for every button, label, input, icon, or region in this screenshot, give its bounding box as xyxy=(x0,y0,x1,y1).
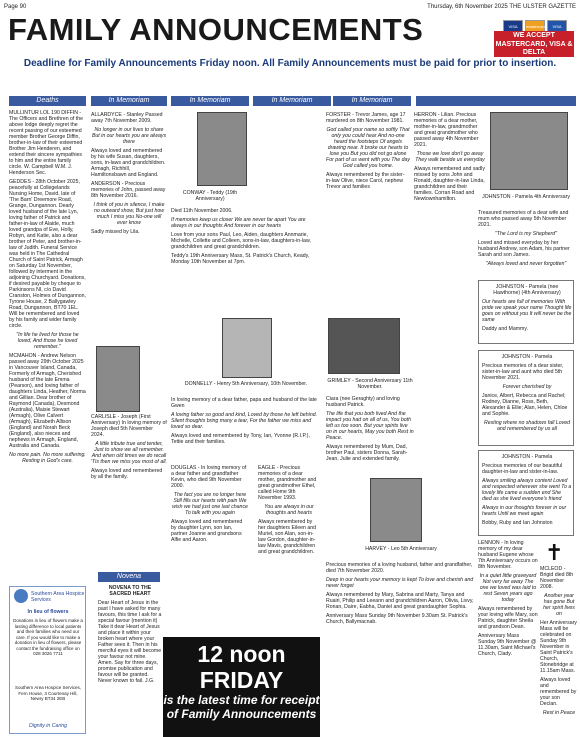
herron-verse: Those we love don't go away They walk beside us everyday xyxy=(415,151,485,163)
header-in-memoriam-1: In Memoriam xyxy=(91,96,167,106)
notice-geddes: GEDDES - 28th October 2025, peacefully at Collegelands Nursing Home, David, late of 'The Barn' Dreemore Road, Grange, Dungannon. Dearly loved husband of the late Lyn, loving father of Patrick and father-in-law of Alaide, much loved grandpa of Eve, Holly, Robyn, and Katie, also a dear brother of Peter, and brother-in-law of Judith. Funeral Service was held in The Cathedral Church of Saint Patrick, Armagh on Saturday 1st November, followed by interment in the adjoining Churchyard. Donations, if desired payable by cheque to Parkinsons NI, c/o David Cranston, Holmes of Dungannon, Tyrone House, 2 Ballygawley Road, Dungannon, BT70 1EL. Will be remembered and loved by his family and wider family circle. xyxy=(9,179,86,329)
notice-mcmahon: MCMAHON - Andrew Nelson passed away 29th October 2025 in Vancouver Island, Canada, Formerly of Armagh, Cherished husband of the late Emma (Pearson), and loving father of daughters Linda, Heather, Norma and Gillian. Dear brother of Raymond (Canada), Desmond (Australia), Maisie Stewart (Armagh), Olive Calvert (Armagh), Elizabeth Allison (England) and Norah Beck (England), also nieces and nephews in Armagh, England, Australia and Canada. xyxy=(9,353,86,449)
johnston3-verse2: Resting where no shadows fall Loved and remembered by us all xyxy=(484,420,570,432)
header-deaths: Deaths xyxy=(9,96,86,106)
johnston1-body: Treasured memories of a dear wife and mum who passed away 5th November 2021. xyxy=(478,210,569,228)
carlisle-verse: A little tribute true and tender, Just to show we all remember. And when old times we do recall 'Tis then we miss you most of all. xyxy=(91,441,167,465)
visa-card-icon: VISA xyxy=(503,20,523,33)
accept-cards-badge: WE ACCEPT MASTERCARD, VISA & DELTA xyxy=(495,32,573,56)
notice-carlisle: CARLISLE - Joseph (First Anniversary) In loving memory of Joseph died 5th November 2024. xyxy=(91,414,167,438)
allardyce-verse: No longer in our lives to share But in our hearts you are always there xyxy=(91,127,167,145)
hospice-title: In lieu of flowers xyxy=(27,609,69,615)
page-number: Page 90 xyxy=(4,3,27,10)
mastercard-icon: mastercard xyxy=(525,20,545,33)
notice-douglas: DOUGLAS - In loving memory of a dear father and grandfather Kevin, who died 9th November 2000. xyxy=(171,465,247,489)
cross-icon: ✝ xyxy=(545,540,564,565)
grimley-photo xyxy=(328,318,400,374)
mcleod-end: Rest in Peace xyxy=(542,710,576,716)
harvey-sign: Always remembered by Mary, Sabrina and Marty, Tanya and Ruairi, Philip and Leeann and grandchildren Aaron, Olivia, Livvy, Ronan, Daire, Eabha, Daniel and great grandaughter Sophia. xyxy=(326,592,474,610)
johnston2-verse: Our hearts are full of memories With pride we speak your name Thought life goes on without you It will never be the same xyxy=(482,299,572,323)
hospice-tagline: Dignity in Caring xyxy=(28,723,68,729)
header-in-memoriam-3: In Memoriam xyxy=(253,96,331,106)
donnelly-sign: Always loved and remembered by Tony, Ian, Yvonne (R.I.P.), Tettie and their families. xyxy=(171,433,310,445)
mcmahon-verse: No more pain. No more suffering. Resting in God's care. xyxy=(9,452,86,464)
mcleod-notice xyxy=(540,566,578,734)
johnston3-caption: JOHNSTON - Pamela xyxy=(501,354,553,360)
conway-verse: If memories keep us closer We are never far apart You are always in our thoughts And forever in our hearts xyxy=(171,217,306,229)
mcleod-sign: Always loved and remembered by your son Declan. xyxy=(540,677,577,707)
hospice-body: Donations in lieu of flowers make a lasting difference to local patients and their families who need our care. If you would like to make a donation in lieu of flowers, please contact the fundraising office on 028 3026 7711 xyxy=(13,618,83,656)
grimley-sign: Always remembered by Mum, Dad, brother Paul, sisters Donna, Sarah-Jean, Julie and extended family. xyxy=(326,444,408,462)
noon-subline: is the latest time for receipt of Family Announcements xyxy=(163,693,320,721)
anderson-verse: I think of you in silence, I make no outward show, But just how much I miss you No-one will ever know xyxy=(93,202,165,226)
deadline-banner: Deadline for Family Announcements Friday noon. All Family Announcements must be paid for prior to insertion. xyxy=(0,58,580,70)
issue-date: Thursday, 6th November 2025 THE ULSTER GAZETTE xyxy=(427,3,576,10)
notice-eagle: EAGLE - Precious memories of a dear mother, grandmother and great grandmother Ethel, called Home 9th November 1993. xyxy=(258,465,317,501)
donnelly-intro: In loving memory of a dear father, papa and husband of the late Gwen xyxy=(171,397,317,409)
allardyce-sign: Always loved and remembered by his wife Susan, daughters, sons, in-laws and grandchildren. Armagh, Richhill, Hamiltonsbawn and England. xyxy=(91,148,166,178)
anderson-sign: Sadly missed by Lila. xyxy=(91,229,140,235)
grimley-verse: The life that you both lived And the impact you had on all of us, You both left us too soon. But your spirits live on in our hearts, May you both Rest in Peace. xyxy=(326,411,414,441)
conway-caption: CONWAY - Teddy (19th Anniversary) xyxy=(182,190,238,202)
douglas-verse: The fact you are no longer here Still fills our hearts with pain We wish we had just one last chance To talk with you again xyxy=(172,492,248,516)
conway-body: Love from your sons Paul, Leo, Aiden, daughters Annmarie, Michelle, Collette and Colleen, sons-in-law, daughters-in-law, grandchildren and great grandchildren. xyxy=(171,232,311,250)
lennon-sign: Always remembered by your loving wife Mary, son Patrick, daughter Sheila and grandson Dean. xyxy=(478,606,538,630)
hospice-address: Southern Area Hospice Services, Fern House, 3 Courtenay Hill, Newry BT34 2EB xyxy=(14,685,82,701)
visa-debit-icon: VISA xyxy=(547,20,567,33)
lennon-notice xyxy=(478,540,538,734)
notice-anderson: ANDERSON - Precious memories of John, passed away 8th November 2016. xyxy=(91,181,166,199)
johnston4-notice xyxy=(482,454,572,534)
grimley-caption: GRIMLEY - Second Anniversary 11th November. xyxy=(327,378,413,390)
header-novena: Novena xyxy=(98,572,160,582)
header-bar-right xyxy=(416,96,576,106)
eagle-sign: Always remembered by her daughters Eileen and Muriel, son Alan, son-in-law Gordon, daughter-in-law Mavis, grandchildren and great grandchildren. xyxy=(258,519,316,555)
geddes-verse: "In life he lived for those he loved, And those he loved remember." xyxy=(16,332,79,350)
johnston2-caption: JOHNSTON - Pamela (nee Hawthorne) (4th Anniversary) xyxy=(493,284,561,296)
header-in-memoriam-2: In Memoriam xyxy=(171,96,249,106)
johnston1-sign: Loved and missed everyday by her husband Andrew, son Adam, his partner Sarah and son James. xyxy=(478,240,570,258)
mcleod-verse: Another year has gone But her spirit lives on xyxy=(543,593,575,617)
notice-diffin: MULLINTUR LOL 190 DIFFIN - The Officers and Brethren of the above lodge deeply regret the recent passing of our esteemed member Brother George Diffin, brother-in-law of their esteemed Brother Jim Henderen, and extend their sincere sympathies to him and the entire family circle. W. Campbell W.M. J. Henderson Sec. xyxy=(9,110,84,176)
forster-notice xyxy=(326,112,410,302)
carlisle-photo xyxy=(96,346,140,412)
douglas-sign: Always loved and remembered by daughter Lynn, son Ian, partner Joanne and grandsons Alfie and Aaron. xyxy=(171,519,243,543)
harvey-intro: Precious memories of a loving husband, father and grandfather, died 7th November 2020. xyxy=(326,562,473,574)
lennon-mass: Anniversary Mass Sunday 9th November @ 11.30am, Saint Michael's Church, Clady. xyxy=(478,633,537,657)
novena-title: NOVENA TO THE SACRED HEART xyxy=(108,585,152,597)
johnston2-notice xyxy=(482,284,572,342)
johnston3-verse1: Forever cherished by xyxy=(502,384,552,390)
johnston4-body: Precious memories of our beautiful daughter-in-law and sister-in-law. xyxy=(482,463,563,475)
noon-deadline-advert xyxy=(163,637,320,737)
notice-mcleod: MCLEOD - Brigid died 8th November 2008. xyxy=(540,566,574,590)
notice-herron: HERRON - Lilian. Precious memories of a dear mother, mother-in-law, grandmother and great grandmother who passed away 4th November 2021. xyxy=(414,112,479,148)
johnston4-sign: Bobby, Ruby and Ian Johnston xyxy=(482,520,553,526)
conway-died: Died 11th November 2006. xyxy=(171,208,233,214)
hospice-advert xyxy=(9,586,86,734)
header-in-memoriam-4: In Memoriam xyxy=(333,96,411,106)
herron-notice xyxy=(414,112,486,322)
johnston3-names: Janice, Albert, Rebecca and Rachel; Rodney, Dianne, Ross, Beth, Alexander & Ellie; Alan, Helen, Chloe and Sophie. xyxy=(482,393,568,417)
donnelly-caption: DONNELLY - Henry 5th Anniversary, 10th November. xyxy=(184,381,308,387)
eagle-verse: You are always in our thoughts and hearts xyxy=(264,504,314,516)
johnston1-caption: JOHNSTON - Pamela 4th Anniversary xyxy=(482,194,570,200)
johnston4-caption: JOHNSTON - Pamela xyxy=(501,454,553,460)
grimley-intro: Ciara (nee Geraghty) and loving husband Patrick. xyxy=(326,396,400,408)
conway-notice xyxy=(171,208,321,332)
eagle-notice xyxy=(258,465,320,635)
harvey-caption: HARVEY - Leo 5th Anniversary xyxy=(365,546,437,552)
conway-mass: Teddy's 19th Anniversary Mass, St. Patrick's Church, Keady, Monday 10th November at 7pm. xyxy=(171,253,310,265)
page-title: FAMILY ANNOUNCEMENTS xyxy=(8,12,424,47)
masthead xyxy=(0,12,580,54)
johnston4-verse2: Always in our thoughts forever in our hearts Until we meet again xyxy=(482,505,567,517)
johnston2-sign: Daddy and Mammy. xyxy=(482,326,529,332)
harvey-verse: Deep in our hearts your memory is kept To love and cherish and never forget xyxy=(326,577,474,589)
johnston3-notice xyxy=(482,354,572,444)
johnston1-end: "Always loved and never forgotten" xyxy=(485,261,567,267)
donnelly-photo xyxy=(222,318,272,378)
herron-sign: Always remembered and sadly missed by sons John and Ronald, daughter-in-law Linda, grandchildren and their families. Corran Road and Newtownhamilton. xyxy=(414,166,485,202)
conway-photo xyxy=(197,112,247,186)
lennon-verse: In a quiet little graveyard Not very far away The one we loved was laid to rest Seven years ago today xyxy=(479,573,537,603)
hospice-org: Southern Area Hospice Services xyxy=(31,591,85,603)
forster-verse: God called your name so softly That only you could hear And no-one heard the footsteps Of angels drawing near. It broke our hearts to lose you But you did not go alone For part of us went with you The day God called you home. xyxy=(326,127,410,169)
johnston3-body: Precious memories of a dear sister, sister-in-law and aunt who died 5th November 2021. xyxy=(482,363,564,381)
deaths-column xyxy=(9,110,86,570)
douglas-notice xyxy=(171,465,249,635)
mcleod-mass: Her Anniversary Mass will be celebrated on Sunday 9th November in Saint Patrick's Church, Stonebridge at 11.15am Mass. xyxy=(540,620,577,674)
johnston-photo xyxy=(490,112,568,190)
johnston1-notice xyxy=(478,210,574,278)
harvey-photo xyxy=(370,478,422,542)
harvey-notice xyxy=(326,562,476,734)
column-2-lower xyxy=(91,414,167,570)
grimley-notice xyxy=(326,396,414,472)
johnston1-verse: "The Lord is my Shepherd" xyxy=(495,231,557,237)
forster-sign: Always remembered by the sister-in-law Olive, niece Carol, nephew Trevor and families xyxy=(326,172,405,190)
notice-allardyce: ALLARDYCE - Stanley Passed away 7th November 2009. xyxy=(91,112,163,124)
carlisle-sign: Always loved and remembered by all the family. xyxy=(91,468,163,480)
donnelly-verse: A loving father so good and kind, Loved by those he left behind. Silent thoughts bring many a tear, For the father we miss and loved so dear. xyxy=(171,412,318,430)
notice-lennon: LENNON - In loving memory of my dear husband Eugene whose 7th Anniversary occurs on 8th November. xyxy=(478,540,538,570)
noon-headline: 12 noon FRIDAY xyxy=(197,641,286,693)
donnelly-notice xyxy=(171,397,321,463)
notice-forster: FORSTER - Trevor James, age 17 murdered on 8th November 1981. xyxy=(326,112,406,124)
hospice-logo-icon xyxy=(14,589,28,603)
novena-body: Dear Heart of Jesus in the past I have asked for many favours, this time I ask for a special favour (mention it) Take it dear Heart of Jesus and place it within your broken heart where your Father sees it. Then in his merciful eyes it will become your favour not mine. Amen. Say for three days, promise publication and favour will be granted. Never known to fail. J.G. xyxy=(98,600,162,684)
novena-section xyxy=(98,585,162,735)
harvey-mass: Anniversary Mass Sunday 9th November 9.30am St. Patrick's Church, Ballymacnab. xyxy=(326,613,468,625)
johnston4-verse: Always smiling always content Loved and respected wherever she went To a lovely life came a sudden end She died as she lived everyone's friend xyxy=(482,478,572,502)
column-2-upper xyxy=(91,112,167,344)
